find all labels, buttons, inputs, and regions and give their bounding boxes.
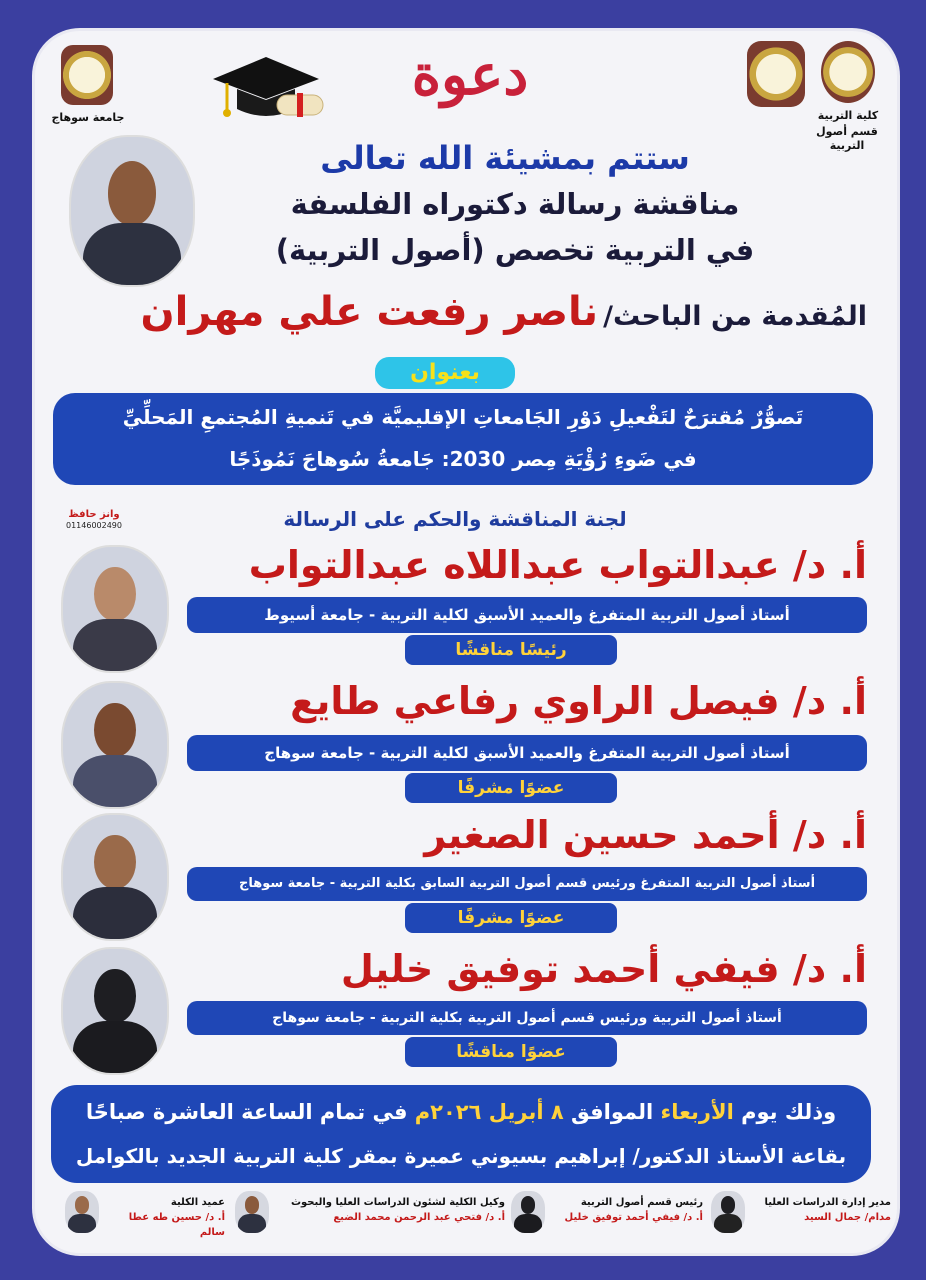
footer-2-title: رئيس قسم أصول التربية xyxy=(580,1197,703,1208)
researcher-name: ناصر رفعت علي مهران xyxy=(140,289,599,335)
member-2-name: أ. د/ فيصل الراوي رفاعي طايع xyxy=(290,679,867,723)
researcher-line xyxy=(55,289,867,335)
member-2-description: أستاذ أصول التربية المتفرغ والعميد الأسبق لكلية التربية - جامعة سوهاج xyxy=(187,735,867,771)
footer-1-photo xyxy=(711,1191,745,1233)
footer-1-title: مدير إدارة الدراسات العليا xyxy=(764,1197,891,1208)
thesis-title-line-2: في ضَوءِ رُؤْيَةِ مِصر 2030: جَامعةُ سُوهاجَ نَمُوذَجًا xyxy=(229,447,697,471)
member-2-photo xyxy=(61,681,169,809)
thesis-title-line-1: تَصوُّرٌ مُقترَحٌ لتَفْعيلِ دَوْرِ الجَامعاتِ الإقليميَّة في تَنميةِ المُجتمعِ المَحلِّيِّ xyxy=(122,405,804,429)
member-2-role: عضوًا مشرفًا xyxy=(405,773,617,803)
schedule-date: ٨ أبريل ٢٠٢٦م xyxy=(414,1100,564,1124)
footer-1-name: مدام/ جمال السيد xyxy=(804,1212,891,1223)
logo-right-caption-2: قسم أصول التربية xyxy=(816,125,878,152)
member-1-photo xyxy=(61,545,169,673)
footer-3-photo xyxy=(235,1191,269,1233)
schedule-line-1-a: وذلك يوم xyxy=(733,1100,837,1124)
member-4-photo xyxy=(61,947,169,1075)
footer-2-photo xyxy=(511,1191,545,1233)
footer-4-photo xyxy=(65,1191,99,1233)
footer-4 xyxy=(105,1195,225,1240)
schedule-day: الأربعاء xyxy=(660,1100,734,1124)
schedule-line-1 xyxy=(51,1085,871,1135)
member-1-name: أ. د/ عبدالتواب عبداللاه عبدالتواب xyxy=(248,543,867,587)
faculty-logo xyxy=(747,41,805,107)
intro-line-3: في التربية تخصص (أصول التربية) xyxy=(275,233,755,267)
member-1-description: أستاذ أصول التربية المتفرغ والعميد الأسبق لكلية التربية - جامعة أسيوط xyxy=(187,597,867,633)
footer-2 xyxy=(551,1195,703,1225)
footer-3-name: أ. د/ فتحي عبد الرحمن محمد الضبع xyxy=(333,1212,505,1223)
invitation-title: دعوة xyxy=(411,42,529,108)
watermark-logo xyxy=(55,509,133,533)
schedule-line-1-b: الموافق xyxy=(563,1100,661,1124)
logo-left-caption: جامعة سوهاج xyxy=(51,111,125,124)
member-3-name: أ. د/ أحمد حسين الصغير xyxy=(424,813,867,857)
footer-3 xyxy=(275,1195,505,1225)
member-4-role: عضوًا مناقشًا xyxy=(405,1037,617,1067)
researcher-photo xyxy=(69,135,195,287)
intro-line-1: ستتم بمشيئة الله تعالى xyxy=(320,139,690,177)
footer-2-name: أ. د/ فيفي أحمد توفيق خليل xyxy=(564,1212,703,1223)
committee-heading: لجنة المناقشة والحكم على الرسالة xyxy=(283,507,627,531)
member-3-role: عضوًا مشرفًا xyxy=(405,903,617,933)
department-logo xyxy=(821,41,875,103)
schedule-line-2: بقاعة الأستاذ الدكتور/ إبراهيم بسيوني عميرة بمقر كلية التربية الجديد بالكوامل xyxy=(75,1144,847,1168)
footer-3-title: وكيل الكلية لشئون الدراسات العليا والبحوث xyxy=(290,1197,505,1208)
watermark-name: وانز حافظ xyxy=(68,509,120,520)
member-3-description: أستاذ أصول التربية المتفرغ ورئيس قسم أصول التربية السابق بكلية التربية - جامعة سوهاج xyxy=(187,867,867,901)
sohag-university-logo xyxy=(61,45,113,105)
diploma-scroll-icon xyxy=(273,85,329,125)
schedule-line-1-c: في تمام الساعة العاشرة صباحًا xyxy=(85,1100,415,1124)
footer-4-name: أ. د/ حسين طه عطا سالم xyxy=(128,1212,225,1238)
schedule-box xyxy=(51,1085,871,1183)
footer-1 xyxy=(751,1195,891,1225)
watermark-phone: 01146002490 xyxy=(66,521,122,530)
member-1-role: رئيسًا مناقشًا xyxy=(405,635,617,665)
member-4-name: أ. د/ فيفي أحمد توفيق خليل xyxy=(340,947,867,991)
member-3-photo xyxy=(61,813,169,941)
logo-right-caption-1: كلية التربية xyxy=(817,109,879,122)
intro-line-2: مناقشة رسالة دكتوراه الفلسفة xyxy=(290,187,740,221)
invitation-card xyxy=(32,28,900,1256)
footer-4-title: عميد الكلية xyxy=(170,1197,225,1208)
researcher-prefix: المُقدمة من الباحث/ xyxy=(603,301,867,332)
thesis-title-box xyxy=(53,393,873,485)
member-4-description: أستاذ أصول التربية ورئيس قسم أصول التربية بكلية التربية - جامعة سوهاج xyxy=(187,1001,867,1035)
title-label: بعنوان xyxy=(375,357,515,389)
